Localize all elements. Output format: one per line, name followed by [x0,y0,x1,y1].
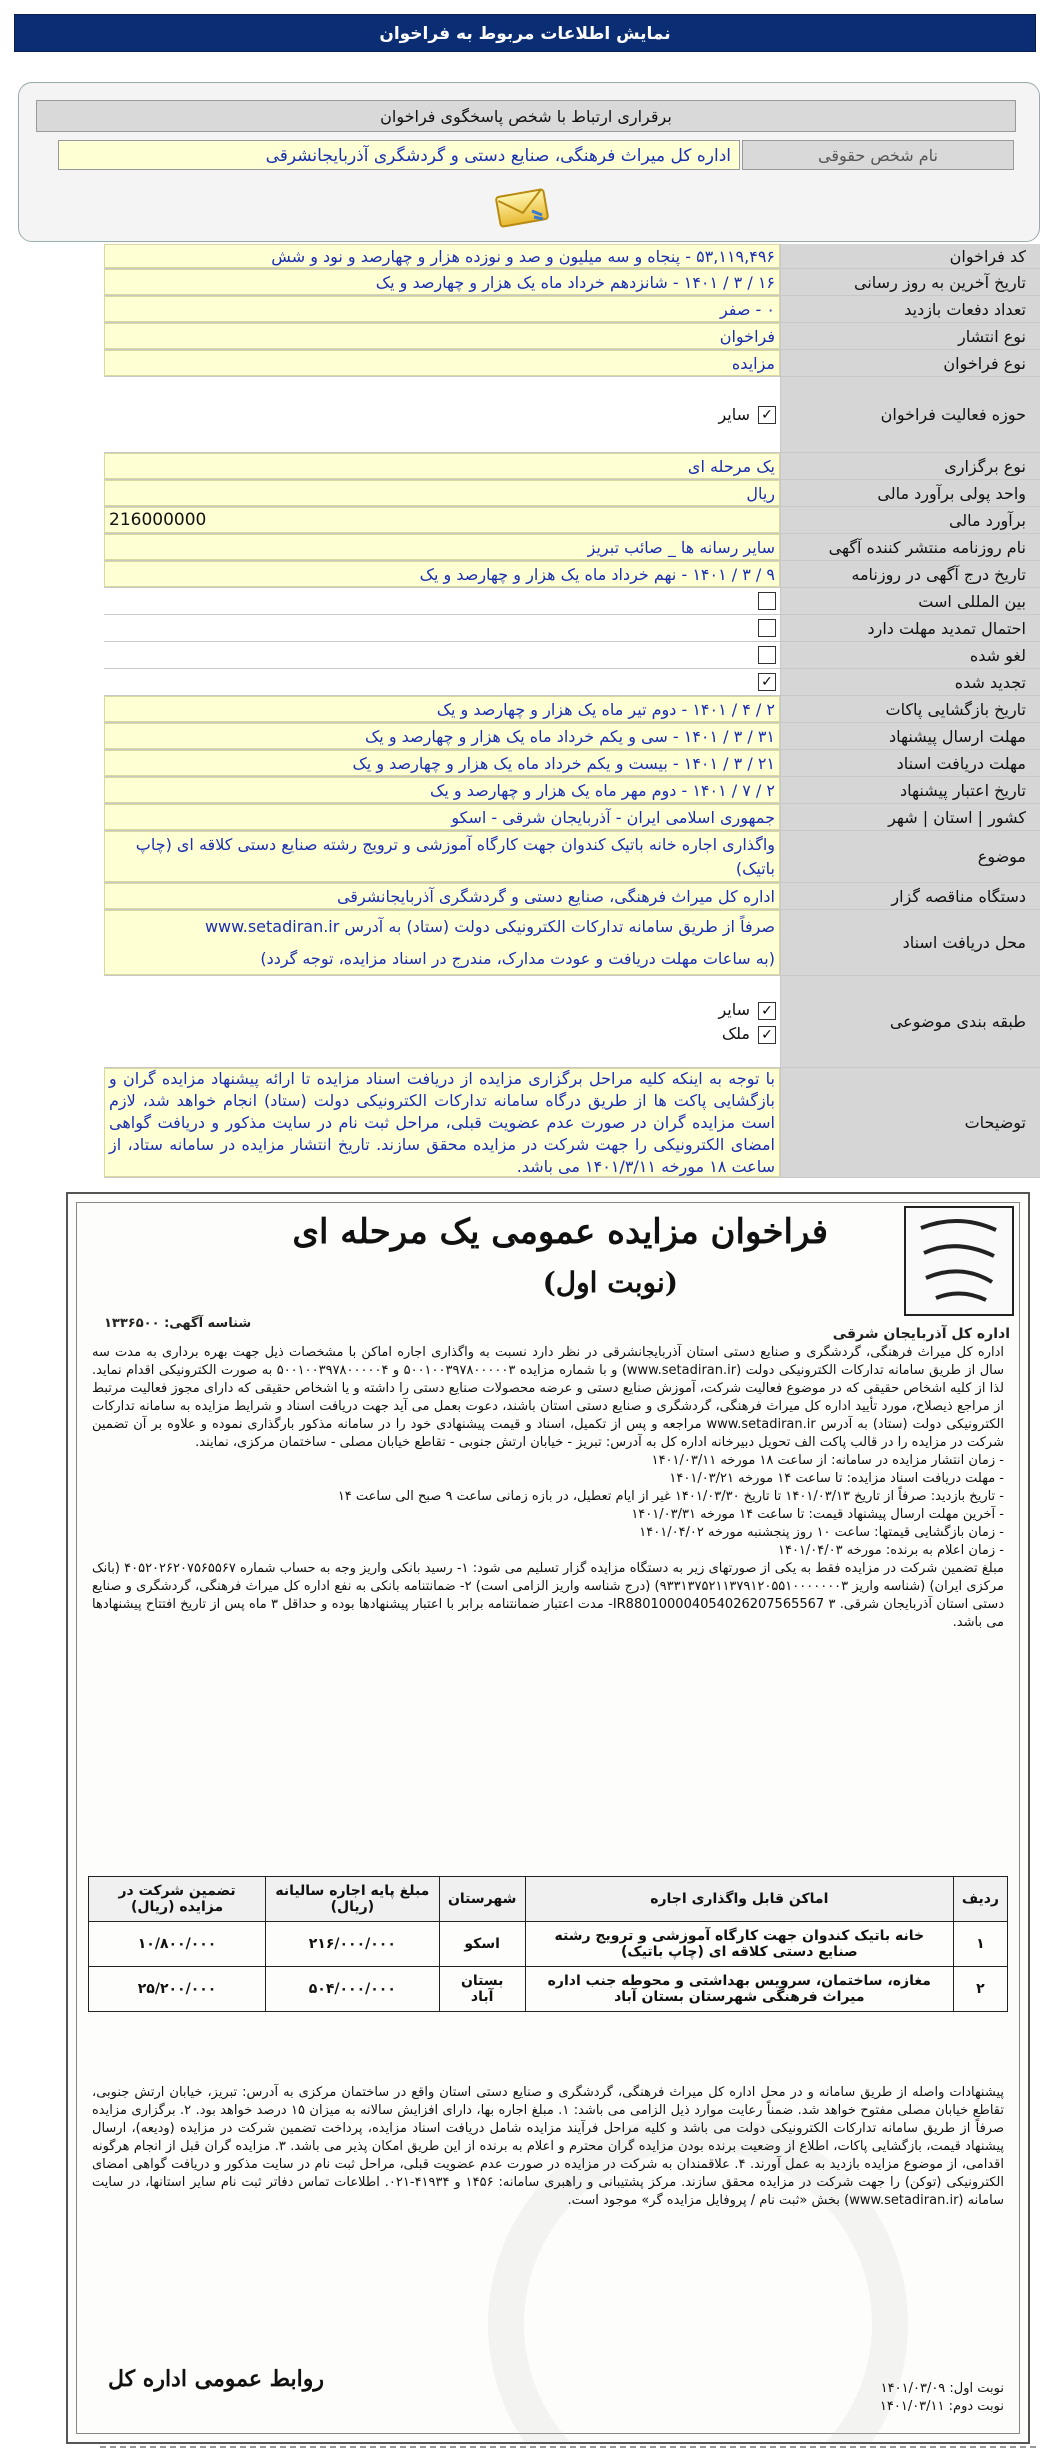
table-cell: بستان آباد [439,1967,525,2012]
schedule-line: - زمان انتشار مزایده در سامانه: از ساعت ۱۸ مورخه ۱۴۰۱/۰۳/۱۱ [651,1453,1004,1468]
notice-subtitle: (نوبت اول) [542,1266,678,1299]
extension-checkbox[interactable] [758,619,776,637]
notice-title: فراخوان مزایده عمومی یک مرحله ای [292,1212,828,1252]
category-opt-other: سایر [718,999,750,1019]
table-cell: ۱۰/۸۰۰/۰۰۰ [89,1922,266,1967]
value-send-deadline: ۳۱ / ۳ / ۱۴۰۱ - سی و یکم خرداد ماه یک هزار و چهارصد و یک [104,723,780,749]
row-opening [104,696,1040,723]
schedule-line: - مهلت دریافت اسناد مزایده: تا ساعت ۱۴ مورخه ۱۴۰۱/۰۳/۲۱ [669,1471,1004,1486]
label-international: بین المللی است [780,588,1040,614]
label-category: طبقه بندی موضوعی [780,976,1040,1067]
table-cell: ۵۰۴/۰۰۰/۰۰۰ [266,1967,439,2012]
label-location: کشور | استان | شهر [780,804,1040,830]
table-header: ردیف [953,1877,1007,1922]
value-publish-type: فراخوان [104,323,780,349]
row-doc-place [104,910,1040,976]
label-doc-deadline: مهلت دریافت اسناد [780,750,1040,776]
notice-body [92,1344,1004,1632]
label-cancelled: لغو شده [780,642,1040,668]
schedule-line: - تاریخ بازدید: صرفاً از تاریخ ۱۴۰۱/۰۳/۱۳ تا تاریخ ۱۴۰۱/۰۳/۳۰ غیر از ایام تعطیل، در بازه زمانی ساعت ۹ صبح الی ساعت ۱۴ [337,1489,1004,1504]
notice-footer: پیشنهادات واصله از طریق سامانه و در محل اداره کل میراث فرهنگی، گردشگری و صنایع دستی استان واقع در ساختمان مرکزی به آدرس: تبریز، خیابان ارتش جنوبی، تقاطع خیابان مصلی مفتوح خواهد شد. ضمناً رعایت موارد ذیل الزامی می باشد: ۱. مبلغ اجاره بها، دارای افزایش سالانه به میزان ۱۵ درصد خواهد بود. ۲. برگزاری مزایده صرفاً از طریق سامانه تدارکات الکترونیکی دولت می باشد و کلیه مراحل فرآیند مزایده شامل دریافت اسناد مزایده، پرداخت تضمین شرکت در مزایده (ودیعه)، ارسال پیشنهاد قیمت، بازگشایی پاکات، اطلاع از وضعیت برنده بودن مزایده گران محترم و اعلام به برنده از این طریق امکان پذیر می باشد. ۳. مزایده گران قبل از انجام هرگونه اقدامی، از موضوع مزایده بازدید به عمل آورند. ۴. علاقمندان به شرکت در مزایده در صورت عدم عضویت قبلی، مراحل ثبت نام در سایت مذکور و دریافت گواهی امضای الکترونیکی (توکن) را جهت شرکت در مزایده محقق سازند. مرکز پشتیبانی و راهبری سامانه: ۱۴۵۶ و ۴۱۹۳۴-۰۲۱. اطلاعات تماس دفاتر ثبت نام سایر استانها، در سایت سامانه (www.setadiran.ir) بخش «ثبت نام / پروفایل مزایده گر» موجود است. [92,2085,1004,2208]
row-visits [104,296,1040,323]
value-estimate: 216000000 [104,507,780,533]
signature: روابط عمومی اداره کل [108,2366,324,2392]
schedule-line: - زمان اعلام به برنده: مورخه ۱۴۰۱/۰۴/۰۳ [777,1543,1004,1558]
renewed-checkbox[interactable]: ✓ [758,673,776,691]
date-first: نوبت اول: ۱۴۰۱/۰۳/۰۹ [880,2381,1004,2396]
row-code [104,244,1040,269]
value-doc-deadline: ۲۱ / ۳ / ۱۴۰۱ - بیست و یکم خرداد ماه یک هزار و چهارصد و یک [104,750,780,776]
row-subject [104,831,1040,883]
category-opt-property: ملک [721,1023,750,1043]
activity-checkbox[interactable]: ✓ [758,406,776,424]
table-header: شهرستان [439,1877,525,1922]
row-last-update [104,269,1040,296]
page-title: نمایش اطلاعات مربوط به فراخوان [14,14,1036,52]
label-ad-date: تاریخ درج آگهی در روزنامه [780,561,1040,587]
doc-place-line2: (به ساعات مهلت دریافت و عودت مدارک، مندرج در اسناد مزایده، توجه گردد) [260,948,775,968]
row-doc-deadline [104,750,1040,777]
details-table [104,244,1040,1178]
table-header: تضمین شرکت در مزایده (ریال) [89,1877,266,1922]
row-cancelled [104,642,1040,669]
value-hold-type: یک مرحله ای [104,453,780,479]
label-send-deadline: مهلت ارسال پیشنهاد [780,723,1040,749]
row-activity [104,377,1040,453]
ministry-logo [904,1206,1014,1316]
value-ad-date: ۹ / ۳ / ۱۴۰۱ - نهم خرداد ماه یک هزار و چهارصد و یک [104,561,780,587]
label-notes: توضیحات [780,1068,1040,1177]
value-location: جمهوری اسلامی ایران - آذربایجان شرقی - اسکو [104,804,780,830]
value-visits: ۰ - صفر [104,296,780,322]
table-row [89,1967,1008,2012]
contact-heading: برقراری ارتباط با شخص پاسخگوی فراخوان [36,100,1016,132]
value-activity [104,377,780,452]
cancelled-checkbox[interactable] [758,646,776,664]
publish-dates [880,2380,1004,2416]
label-code: کد فراخوان [780,244,1040,268]
org-label: نام شخص حقوقی [742,140,1014,170]
label-publish-type: نوع انتشار [780,323,1040,349]
table-cell: خانه باتیک کندوان جهت کارگاه آموزشی و ترویج رشته صنایع دستی کلاقه ای (چاپ باتیک) [525,1922,953,1967]
value-notes: با توجه به اینکه کلیه مراحل برگزاری مزایده از دریافت اسناد مزایده تا ارائه پیشنهاد مزایده گران و بازگشایی پاکت ها از طریق درگاه سامانه تدارکات الکترونیکی دولت (ستاد) انجام خواهد شد، لازم است مزایده گران در صورت عدم عضویت قبلی، مراحل ثبت نام در سایت مذکور و دریافت گواهی امضای الکترونیکی را جهت شرکت در مزایده محقق سازند. تاریخ انتشار مزایده در سامانه ستاد، از ساعت ۱۸ مورخه ۱۴۰۱/۳/۱۱ می باشد. [104,1068,780,1177]
label-estimate: برآورد مالی [780,507,1040,533]
row-renewed [104,669,1040,696]
org-value: اداره کل میراث فرهنگی، صنایع دستی و گردشگری آذربایجانشرقی [58,140,740,170]
row-send-deadline [104,723,1040,750]
label-validity: تاریخ اعتبار پیشنهاد [780,777,1040,803]
row-ad-date [104,561,1040,588]
table-cell: ۲ [953,1967,1007,2012]
row-notes [104,1068,1040,1178]
table-cell: ۱ [953,1922,1007,1967]
label-subject: موضوع [780,831,1040,882]
row-category [104,976,1040,1068]
value-code: ۵۳,۱۱۹,۴۹۶ - پنجاه و سه میلیون و صد و نوزده هزار و چهارصد و نود و شش [104,244,780,268]
value-subject: واگذاری اجاره خانه باتیک کندوان جهت کارگاه آموزشی و ترویج رشته صنایع دستی کلاقه ای (چاپ باتیک) [104,831,780,882]
row-call-type [104,350,1040,377]
row-currency [104,480,1040,507]
value-agency: اداره کل میراث فرهنگی، صنایع دستی و گردشگری آذربایجانشرقی [104,883,780,909]
label-newspaper: نام روزنامه منتشر کننده آگهی [780,534,1040,560]
activity-text: سایر [718,405,750,424]
notice-image [66,1192,1030,2444]
label-call-type: نوع فراخوان [780,350,1040,376]
row-newspaper [104,534,1040,561]
label-activity: حوزه فعالیت فراخوان [780,377,1040,452]
logo-caption: اداره کل آذربایجان شرقی [832,1326,1010,1342]
value-currency: ریال [104,480,780,506]
schedule-line: - آخرین مهلت ارسال پیشنهاد قیمت: تا ساعت ۱۴ مورخه ۱۴۰۱/۰۳/۳۱ [631,1507,1004,1522]
value-last-update: ۱۶ / ۳ / ۱۴۰۱ - شانزدهم خرداد ماه یک هزار و چهارصد و یک [104,269,780,295]
table-row [89,1922,1008,1967]
label-agency: دستگاه مناقصه گزار [780,883,1040,909]
table-cell: ۲۵/۲۰۰/۰۰۰ [89,1967,266,2012]
row-hold-type [104,453,1040,480]
value-call-type: مزایده [104,350,780,376]
value-category [104,976,780,1067]
schedule-line: - زمان بازگشایی قیمتها: ساعت ۱۰ روز پنجشنبه مورخه ۱۴۰۱/۰۴/۰۲ [639,1525,1004,1540]
category-checkbox-other[interactable]: ✓ [758,1002,776,1020]
notice-intro: اداره کل میراث فرهنگی، گردشگری و صنایع دستی استان آذربایجانشرقی در نظر دارد نسبت به واگذاری اجاره اماکن با مشخصات ذیل جهت بهره برداری به مدت سه سال از طریق سامانه تدارکات الکترونیکی دولت (www.setadiran.ir) و با شماره مزایده ۵۰۰۱۰۰۳۹۷۸۰۰۰۰۰۳ و ۵۰۰۱۰۰۳۹۷۸۰۰۰۰۰۴ به صورت الکترونیکی اقدام نماید. لذا از کلیه اشخاص حقیقی که در موضوع فعالیت شرکت، آموزش صنایع دستی و عرضه محصولات صنایع دستی را داشته و یا اشخاص حقیقی که دارای مجوز فعالیت مرتبط از مراجع ذیصلاح، مورد تأیید اداره کل میراث فرهنگی، گردشگری و صنایع دستی استان باشند، دعوت بعمل می آید جهت دریافت اسناد و شرایط مزایده به سامانه تدارکات الکترونیکی دولت (ستاد) به آدرس www.setadiran.ir مراجعه و پس از تکمیل، اسناد و قیمت پیشنهادی خود را در سامانه مذکور بارگذاری نموده و علاوه بر آن تضمین شرکت در مزایده را در قالب پاکت الف تحویل دبیرخانه اداره کل به آدرس: تبریز - خیابان ارتش جنوبی - تقاطع خیابان مصلی - ساختمان مرکزی، نمایند. [92,1345,1004,1450]
label-last-update: تاریخ آخرین به روز رسانی [780,269,1040,295]
notice-guarantee: مبلغ تضمین شرکت در مزایده فقط به یکی از صورتهای زیر به دستگاه مزایده گزار تسلیم می شود: ۱- رسید بانکی واریز وجه به حساب شماره ۴۰۵۲۰۲۶۲۰۷۵۶۵۵۶۷ (بانک مرکزی ایران) (شناسه واریز ۹۳۳۱۳۷۵۲۱۱۳۷۹۱۲۰۵۵۱۰۰۰۰۰۰۰۳) (درج شناسه واریز الزامی است) ۲- ضمانتنامه بانکی به نفع اداره کل میراث فرهنگی، گردشگری و صنایع دستی استان آذربایجان شرقی. IR880100004054026207565567 ۳- مدت اعتبار ضمانتنامه برابر با اعتبار پیشنهادها بوده و حداقل ۳ ماه پس از تاریخ افتتاح پیشنهادها می باشد. [92,1561,1004,1630]
label-extension: احتمال تمدید مهلت دارد [780,615,1040,641]
value-doc-place [104,910,780,975]
ad-number: شناسه آگهی: ۱۳۳۶۵۰۰ [104,1316,252,1331]
label-renewed: تجدید شده [780,669,1040,695]
date-second: نوبت دوم: ۱۴۰۱/۰۳/۱۱ [879,2399,1004,2414]
divider [100,2446,1036,2448]
label-currency: واحد پولی برآورد مالی [780,480,1040,506]
label-doc-place: محل دریافت اسناد [780,910,1040,975]
row-location [104,804,1040,831]
properties-table [88,1876,1008,2012]
table-cell: مغازه، ساختمان، سرویس بهداشتی و محوطه جنب اداره میراث فرهنگی شهرستان بستان آباد [525,1967,953,2012]
category-checkbox-property[interactable]: ✓ [758,1026,776,1044]
row-estimate [104,507,1040,534]
table-cell: اسکو [439,1922,525,1967]
label-visits: تعداد دفعات بازدید [780,296,1040,322]
table-cell: ۲۱۶/۰۰۰/۰۰۰ [266,1922,439,1967]
row-extension [104,615,1040,642]
row-agency [104,883,1040,910]
label-hold-type: نوع برگزاری [780,453,1040,479]
envelope-icon[interactable] [492,183,554,229]
table-header-row [89,1877,1008,1922]
row-international [104,588,1040,615]
row-publish-type [104,323,1040,350]
doc-place-line1: صرفاً از طریق سامانه تدارکات الکترونیکی دولت (ستاد) به آدرس www.setadiran.ir [204,917,775,937]
row-validity [104,777,1040,804]
value-validity: ۲ / ۷ / ۱۴۰۱ - دوم مهر ماه یک هزار و چهارصد و یک [104,777,780,803]
table-header: اماکن قابل واگذاری اجاره [525,1877,953,1922]
international-checkbox[interactable] [758,592,776,610]
table-header: مبلغ پایه اجاره سالیانه (ریال) [266,1877,439,1922]
value-opening: ۲ / ۴ / ۱۴۰۱ - دوم تیر ماه یک هزار و چهارصد و یک [104,696,780,722]
value-newspaper: سایر رسانه ها _ صائب تبریز [104,534,780,560]
label-opening: تاریخ بازگشایی پاکات [780,696,1040,722]
